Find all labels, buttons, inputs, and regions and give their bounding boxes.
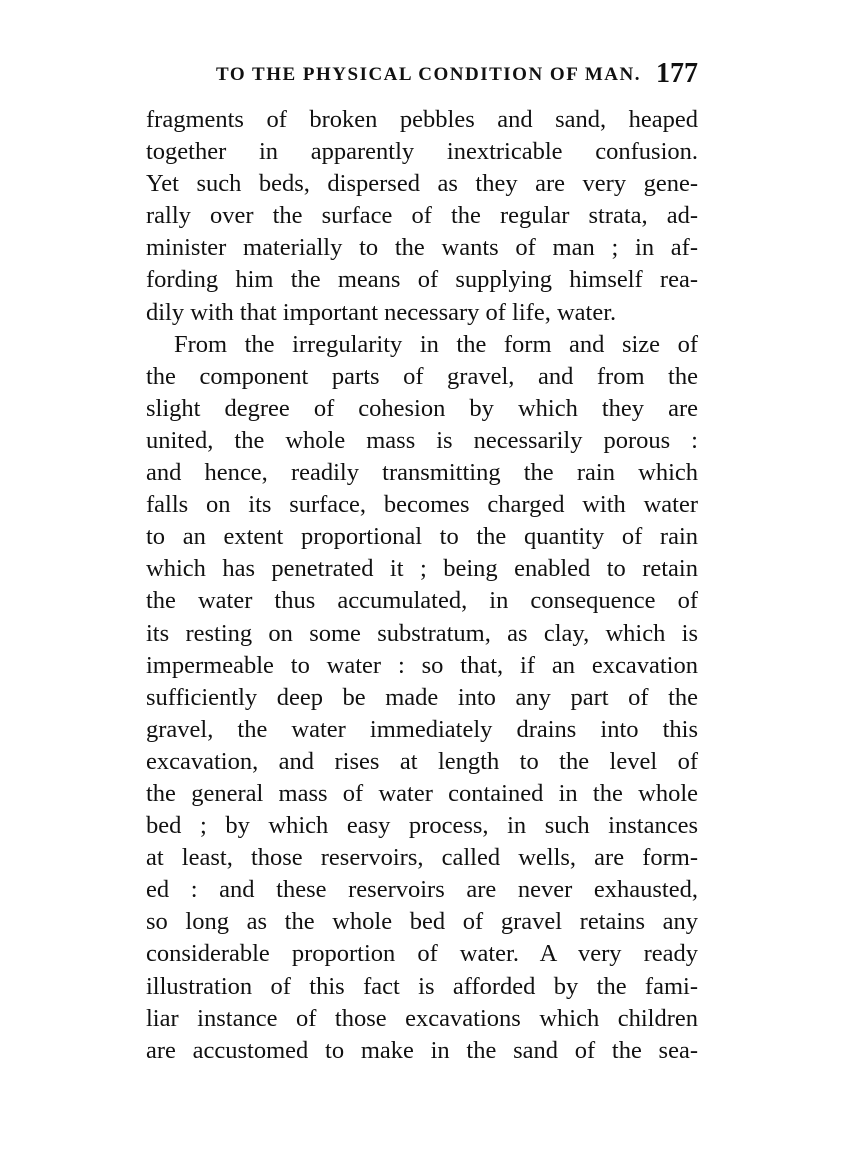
text-line: dily with that important necessary of life, water. [146,298,617,326]
text-line: its resting on some substratum, as clay, which is [146,619,698,647]
text-line: minister materially to the wants of man ; in af- [146,234,698,262]
text-line: liar instance of those excavations which children [146,1004,698,1032]
text-line: the water thus accumulated, in consequence of [146,587,698,615]
text-line: fragments of broken pebbles and sand, heaped [146,106,698,133]
text-line: rally over the surface of the regular strata, ad- [146,202,698,230]
text-line: the general mass of water contained in the whole [146,779,698,807]
running-title: TO THE PHYSICAL CONDITION OF MAN. [216,64,641,85]
text-line: together in apparently inextricable confusion. [146,138,698,166]
text-line: fording him the means of supplying himself rea- [146,266,698,294]
text-line: illustration of this fact is afforded by the fami- [146,972,698,1000]
text-line: bed ; by which easy process, in such instances [146,812,698,840]
text-line: impermeable to water : so that, if an excavation [146,651,698,679]
text-line: which has penetrated it ; being enabled to retain [146,555,698,583]
text-line: to an extent proportional to the quantity of rain [146,523,698,551]
text-line: gravel, the water immediately drains into this [146,715,698,743]
body-text [146,104,698,1067]
text-line: the component parts of gravel, and from the [146,362,698,390]
text-line: From the irregularity in the form and size of [174,330,698,358]
text-line: excavation, and rises at length to the level of [146,747,698,775]
text-line: slight degree of cohesion by which they are [146,394,698,422]
text-line: are accustomed to make in the sand of the sea- [146,1036,698,1064]
text-line: so long as the whole bed of gravel retains any [146,908,698,936]
text-line: Yet such beds, dispersed as they are very gene- [146,170,698,198]
text-line: considerable proportion of water. A very ready [146,940,698,968]
page-number: 177 [656,58,698,89]
running-head [146,58,698,94]
text-line: sufficiently deep be made into any part of the [146,683,698,711]
text-line: ed : and these reservoirs are never exhausted, [146,876,698,904]
text-line: at least, those reservoirs, called wells, are form- [146,844,698,872]
text-line: and hence, readily transmitting the rain which [146,459,698,487]
text-line: falls on its surface, becomes charged with water [146,491,698,519]
text-line: united, the whole mass is necessarily porous : [146,426,698,454]
